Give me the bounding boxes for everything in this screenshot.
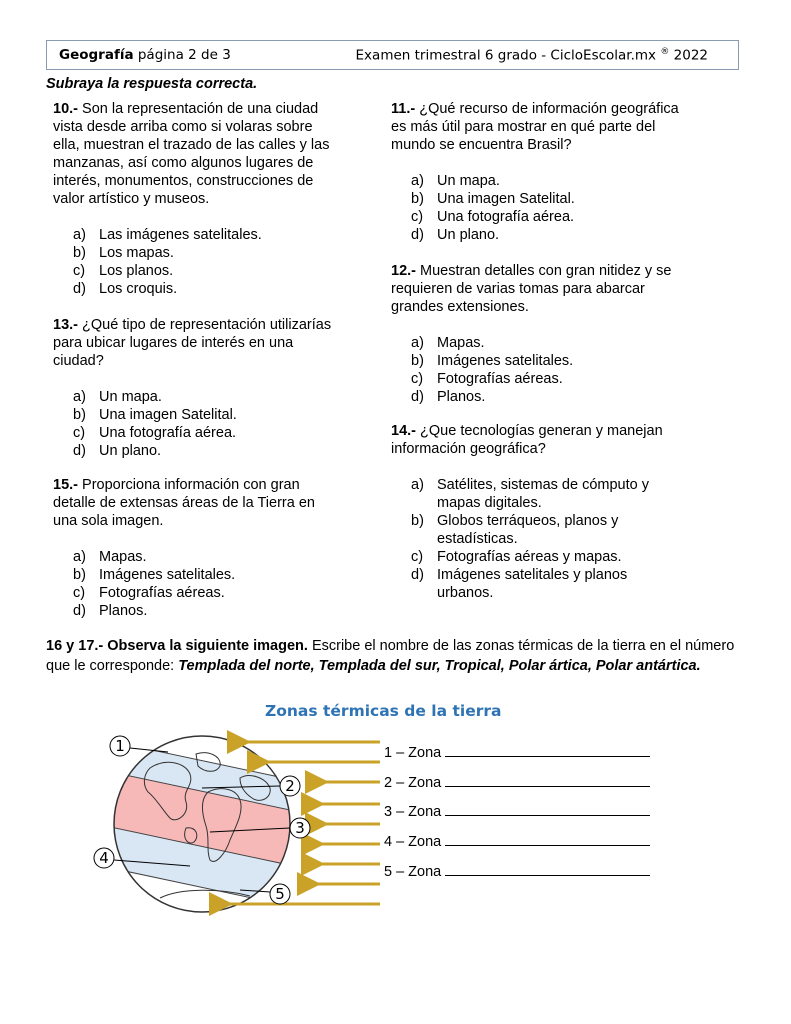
- option-d[interactable]: d) Planos.: [73, 603, 148, 619]
- option-d[interactable]: d) Imágenes satelitales y planos: [411, 567, 628, 583]
- instructions: Subraya la respuesta correcta.: [46, 76, 258, 92]
- option-a[interactable]: a) Mapas.: [411, 335, 485, 351]
- question-13: [53, 316, 331, 460]
- option-d[interactable]: urbanos.: [437, 585, 494, 601]
- svg-text:5: 5: [275, 885, 285, 903]
- option-a[interactable]: a) Un mapa.: [73, 389, 162, 405]
- option-a[interactable]: a) Las imágenes satelitales.: [73, 227, 262, 243]
- option-b[interactable]: b) Globos terráqueos, planos y: [411, 513, 619, 529]
- option-a[interactable]: a) Un mapa.: [411, 173, 500, 189]
- question-stem: 15.- Proporciona información con gran detalle de extensas áreas de la Tierra en una sola imagen.: [53, 477, 315, 529]
- header-exam: Examen trimestral 6 grado - CicloEscolar.mx ® 2022: [355, 47, 708, 64]
- blank-row-2[interactable]: 2 – Zona: [384, 772, 650, 791]
- option-a[interactable]: mapas digitales.: [437, 495, 542, 511]
- option-c[interactable]: c) Fotografías aéreas.: [73, 585, 225, 601]
- option-d[interactable]: d) Los croquis.: [73, 281, 178, 297]
- question-stem: 12.- Muestran detalles con gran nitidez y se requieren de varias tomas para abarcar grandes extensiones.: [391, 263, 672, 315]
- svg-text:3: 3: [295, 819, 305, 837]
- option-c[interactable]: c) Los planos.: [73, 263, 174, 279]
- question-10: [53, 100, 329, 298]
- option-d[interactable]: d) Un plano.: [411, 227, 500, 243]
- option-d[interactable]: d) Planos.: [411, 389, 486, 405]
- question-stem: 11.- ¿Qué recurso de información geográfica es más útil para mostrar en qué parte del mundo se encuentra Brasil?: [391, 101, 679, 153]
- diagram-title: Zonas térmicas de la tierra: [265, 702, 502, 720]
- option-b[interactable]: b) Una imagen Satelital.: [73, 407, 237, 423]
- question-15: [53, 476, 315, 620]
- option-c[interactable]: c) Una fotografía aérea.: [411, 209, 575, 225]
- page-header: [46, 40, 739, 70]
- header-subject: Geografía página 2 de 3: [59, 47, 231, 63]
- option-a[interactable]: a) Satélites, sistemas de cómputo y: [411, 477, 649, 493]
- question-stem: 14.- ¿Que tecnologías generan y manejan información geográfica?: [391, 423, 663, 457]
- blank-row-5[interactable]: 5 – Zona: [384, 861, 650, 880]
- option-b[interactable]: b) Imágenes satelitales.: [73, 567, 236, 583]
- option-b[interactable]: estadísticas.: [437, 531, 518, 547]
- option-a[interactable]: a) Mapas.: [73, 549, 147, 565]
- question-12: [391, 262, 672, 406]
- option-b[interactable]: b) Los mapas.: [73, 245, 174, 261]
- option-c[interactable]: c) Una fotografía aérea.: [73, 425, 237, 441]
- blank-row-4[interactable]: 4 – Zona: [384, 831, 650, 850]
- question-11: [391, 100, 679, 244]
- svg-text:2: 2: [285, 777, 295, 795]
- svg-text:1: 1: [115, 737, 125, 755]
- section-instructions: 16 y 17.- Observa la siguiente imagen. Escribe el nombre de las zonas térmicas de la tierra en el número que le corresponde: Templada del norte, Templada del sur, Tropical, Polar ártica, Polar antártica.: [46, 638, 735, 674]
- earth-zones-diagram: [90, 728, 380, 918]
- option-d[interactable]: d) Un plano.: [73, 443, 162, 459]
- question-stem: 10.- Son la representación de una ciudad vista desde arriba como si volaras sobre ella, muestran el trazado de las calles y las manzanas, así como algunos lugares de interés, monumentos, construcciones de valor artístico y museos.: [53, 101, 330, 207]
- blank-row-1[interactable]: 1 – Zona: [384, 742, 650, 761]
- option-c[interactable]: c) Fotografías aéreas y mapas.: [411, 549, 622, 565]
- option-c[interactable]: c) Fotografías aéreas.: [411, 371, 563, 387]
- question-14: [391, 422, 663, 602]
- option-b[interactable]: b) Imágenes satelitales.: [411, 353, 574, 369]
- blank-row-3[interactable]: 3 – Zona: [384, 801, 650, 820]
- svg-text:4: 4: [99, 849, 109, 867]
- question-stem: 13.- ¿Qué tipo de representación utilizarías para ubicar lugares de interés en una ciudad?: [53, 317, 332, 369]
- option-b[interactable]: b) Una imagen Satelital.: [411, 191, 575, 207]
